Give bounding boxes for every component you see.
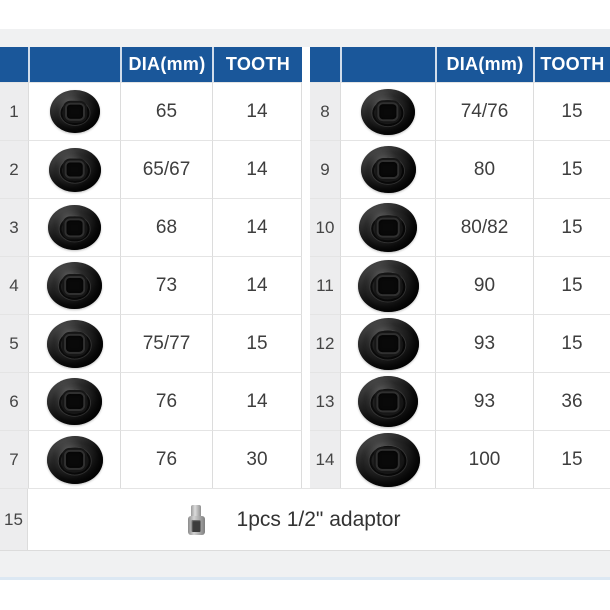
cap-square-hole [66,162,83,177]
tooth-cell: 30 [212,430,302,488]
row-number-cell: 13 [310,372,340,430]
dia-cell: 65 [120,82,212,140]
row-number-cell: 12 [310,314,340,372]
cap-image-cell [28,372,120,430]
tooth-cell: 15 [533,256,610,314]
black-cap-wrench-image [47,436,103,484]
cap-image-cell [28,198,120,256]
row-number-cell: 8 [310,82,340,140]
dia-cell: 90 [435,256,533,314]
black-cap-wrench-image [49,148,101,192]
header-tooth: TOOTH [212,47,302,82]
row-number-cell: 1 [0,82,28,140]
row-number-cell: 5 [0,314,28,372]
tooth-cell: 15 [533,314,610,372]
dia-cell: 74/76 [435,82,533,140]
dia-cell: 65/67 [120,140,212,198]
dia-cell: 73 [120,256,212,314]
black-cap-wrench-image [361,146,416,193]
cap-square-hole [66,451,84,467]
row-number-cell: 10 [310,198,340,256]
dia-cell: 100 [435,430,533,488]
adaptor-cell [28,489,610,550]
header-dia: DIA(mm) [435,47,533,82]
black-cap-wrench-image [358,318,419,370]
cap-square-hole [66,278,84,294]
cap-square-hole [67,104,83,119]
cap-image-cell [28,82,120,140]
row-number-cell: 4 [0,256,28,314]
row-number-cell: 6 [0,372,28,430]
black-cap-wrench-image [358,260,419,312]
row-number-cell: 15 [0,489,28,550]
dia-cell: 76 [120,430,212,488]
cap-image-cell [340,140,435,198]
row-number-cell: 7 [0,430,28,488]
header-dia: DIA(mm) [120,47,212,82]
spec-table-left [0,47,302,488]
adaptor-row [0,488,610,551]
tooth-cell: 14 [212,372,302,430]
cap-image-cell [340,198,435,256]
black-cap-wrench-image [47,262,102,309]
black-cap-wrench-image [359,203,417,252]
tooth-cell: 15 [533,82,610,140]
cap-square-hole [379,162,397,178]
cap-image-cell [28,256,120,314]
tooth-cell: 14 [212,256,302,314]
tooth-cell: 36 [533,372,610,430]
tooth-cell: 15 [533,198,610,256]
black-cap-wrench-image [48,205,101,250]
tooth-cell: 14 [212,82,302,140]
tooth-cell: 15 [212,314,302,372]
header-blank-number [310,47,340,82]
spec-table-right [310,47,610,488]
dia-cell: 80/82 [435,198,533,256]
dia-cell: 76 [120,372,212,430]
dia-cell: 93 [435,372,533,430]
cap-square-hole [378,450,398,468]
socket-adaptor-icon [188,505,205,535]
accent-line [0,577,610,580]
cap-image-cell [340,430,435,488]
dia-cell: 93 [435,314,533,372]
dia-cell: 68 [120,198,212,256]
black-cap-wrench-image [50,90,100,133]
cap-square-hole [66,220,83,235]
cap-image-cell [340,314,435,372]
tooth-cell: 14 [212,198,302,256]
row-number-cell: 11 [310,256,340,314]
cap-square-hole [378,335,398,353]
black-cap-wrench-image [361,89,415,135]
cap-square-hole [379,104,396,120]
adaptor-label: 1pcs 1/2" adaptor [236,507,401,531]
cap-image-cell [340,82,435,140]
black-cap-wrench-image [47,320,103,368]
black-cap-wrench-image [356,433,420,487]
header-blank-image [28,47,120,82]
spec-tables [0,47,610,488]
tooth-cell: 15 [533,140,610,198]
row-number-cell: 14 [310,430,340,488]
dia-cell: 80 [435,140,533,198]
cap-image-cell [28,314,120,372]
cap-image-cell [340,256,435,314]
row-number-cell: 9 [310,140,340,198]
cap-image-cell [28,430,120,488]
black-cap-wrench-image [358,376,418,427]
header-blank-number [0,47,28,82]
cap-square-hole [378,277,398,295]
row-number-cell: 2 [0,140,28,198]
dia-cell: 75/77 [120,314,212,372]
bottom-band [0,551,610,577]
row-number-cell: 3 [0,198,28,256]
cap-square-hole [378,393,397,410]
header-blank-image [340,47,435,82]
black-cap-wrench-image [47,378,102,425]
tooth-cell: 14 [212,140,302,198]
cap-square-hole [66,335,84,351]
cap-square-hole [379,219,398,236]
adaptor-square-hole [192,520,201,532]
tooth-cell: 15 [533,430,610,488]
top-band [0,29,610,47]
cap-image-cell [28,140,120,198]
cap-image-cell [340,372,435,430]
cap-square-hole [66,394,84,410]
header-tooth: TOOTH [533,47,610,82]
